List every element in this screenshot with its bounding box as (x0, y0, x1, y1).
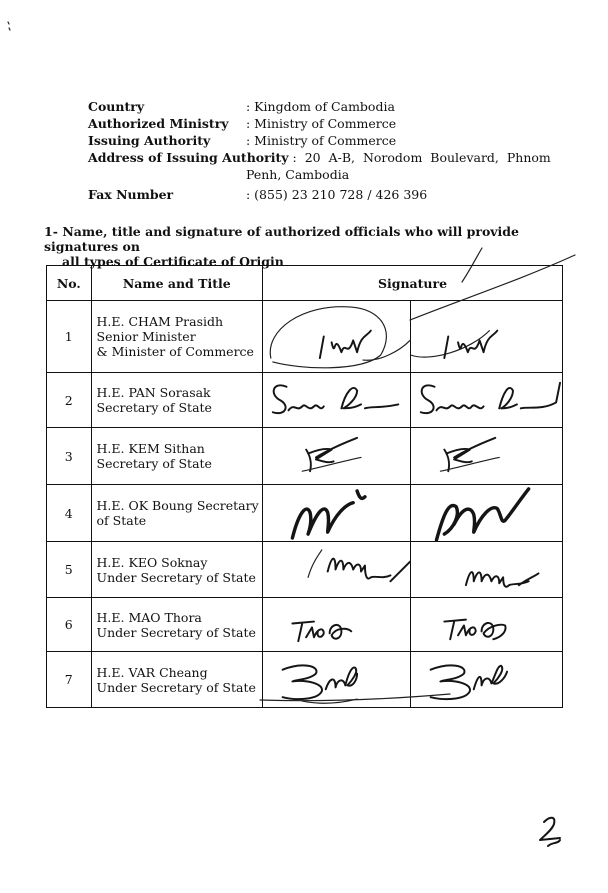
section-number: 1- (44, 224, 58, 239)
official-name: H.E. KEO Soknay (96, 554, 208, 570)
address-label: Address of Issuing Authority (88, 150, 289, 165)
address-row (88, 149, 558, 166)
section-title: Name, title and signature of authorized officials who will provide signatures on (44, 224, 519, 254)
speck (8, 22, 10, 30)
table-row (47, 652, 563, 708)
section-line-1 (44, 224, 564, 254)
issuing-row (88, 132, 558, 149)
table-row (47, 542, 563, 598)
signature-cell-2 (411, 373, 563, 428)
table-row (47, 428, 563, 485)
row-number: 4 (47, 485, 92, 542)
officials-table (46, 265, 563, 708)
official-name-title (91, 542, 262, 598)
row-number: 7 (47, 652, 92, 708)
section-heading (44, 224, 564, 269)
signature-image (411, 301, 562, 372)
signature-cell-1 (262, 542, 410, 598)
address-value: : 20 A-B, Norodom Boulevard, Phnom (292, 150, 551, 165)
official-title: Under Secretary of State (96, 679, 256, 695)
page-number-mark (540, 818, 560, 846)
signature-cell-2 (411, 428, 563, 485)
ministry-value: : Ministry of Commerce (246, 116, 397, 131)
official-name: H.E. OK Boung Secretary (96, 498, 259, 513)
signature-image (263, 373, 410, 427)
official-title-line-2: & Minister of Commerce (96, 344, 254, 359)
fax-row (88, 186, 558, 203)
official-title: Senior Minister (96, 329, 196, 344)
signature-image (263, 598, 410, 651)
official-name: H.E. VAR Cheang (96, 664, 208, 680)
country-row (88, 98, 558, 115)
country-label: Country (88, 99, 145, 114)
signature-image (411, 542, 562, 597)
signature-image (263, 542, 410, 597)
official-title: of State (96, 513, 147, 528)
table-row (47, 373, 563, 428)
table-row (47, 598, 563, 652)
official-name-title (91, 373, 262, 428)
signature-image (263, 301, 410, 372)
signature-cell-1 (262, 301, 410, 373)
official-title: Secretary of State (96, 400, 212, 415)
official-name-title (91, 485, 262, 542)
issuing-value: : Ministry of Commerce (246, 133, 397, 148)
row-number: 2 (47, 373, 92, 428)
official-title: Under Secretary of State (96, 569, 256, 585)
official-name: H.E. PAN Sorasak (96, 385, 211, 400)
signature-cell-2 (411, 598, 563, 652)
signature-cell-1 (262, 373, 410, 428)
signature-image (263, 428, 410, 484)
table-row (47, 485, 563, 542)
official-title: Secretary of State (96, 456, 212, 471)
signature-image (263, 485, 410, 541)
header-no: No. (47, 266, 92, 301)
signature-image (411, 373, 562, 427)
signature-cell-1 (262, 485, 410, 542)
address-continuation: Penh, Cambodia (246, 167, 350, 182)
signature-cell-2 (411, 301, 563, 373)
signature-cell-1 (262, 598, 410, 652)
signature-image (411, 485, 562, 541)
official-name-title (91, 428, 262, 485)
signature-image (263, 652, 410, 707)
official-name-title (91, 598, 262, 652)
row-number: 5 (47, 542, 92, 598)
header-name-title: Name and Title (91, 266, 262, 301)
signature-image (411, 652, 562, 707)
fax-label: Fax Number (88, 187, 174, 202)
signature-cell-2 (411, 652, 563, 708)
issuing-authority-info (88, 98, 558, 203)
signature-image (411, 598, 562, 651)
country-value: : Kingdom of Cambodia (246, 99, 395, 114)
fax-value: : (855) 23 210 728 / 426 396 (246, 187, 428, 202)
official-name: H.E. KEM Sithan (96, 441, 205, 456)
signature-cell-2 (411, 542, 563, 598)
signature-cell-1 (262, 652, 410, 708)
signature-image (411, 428, 562, 484)
row-number: 1 (47, 301, 92, 373)
ministry-label: Authorized Ministry (88, 116, 229, 131)
official-name-title (91, 301, 262, 373)
official-name: H.E. CHAM Prasidh (96, 314, 224, 329)
row-number: 6 (47, 598, 92, 652)
row-number: 3 (47, 428, 92, 485)
issuing-label: Issuing Authority (88, 133, 211, 148)
signature-cell-2 (411, 485, 563, 542)
section-line-2: all types of Certificate of Origin (62, 254, 284, 269)
table-header-row (47, 266, 563, 301)
official-name: H.E. MAO Thora (96, 609, 202, 625)
ministry-row (88, 115, 558, 132)
official-title: Under Secretary of State (96, 624, 256, 640)
official-name-title (91, 652, 262, 708)
signature-cell-1 (262, 428, 410, 485)
table-row (47, 301, 563, 373)
header-signature: Signature (262, 266, 562, 301)
